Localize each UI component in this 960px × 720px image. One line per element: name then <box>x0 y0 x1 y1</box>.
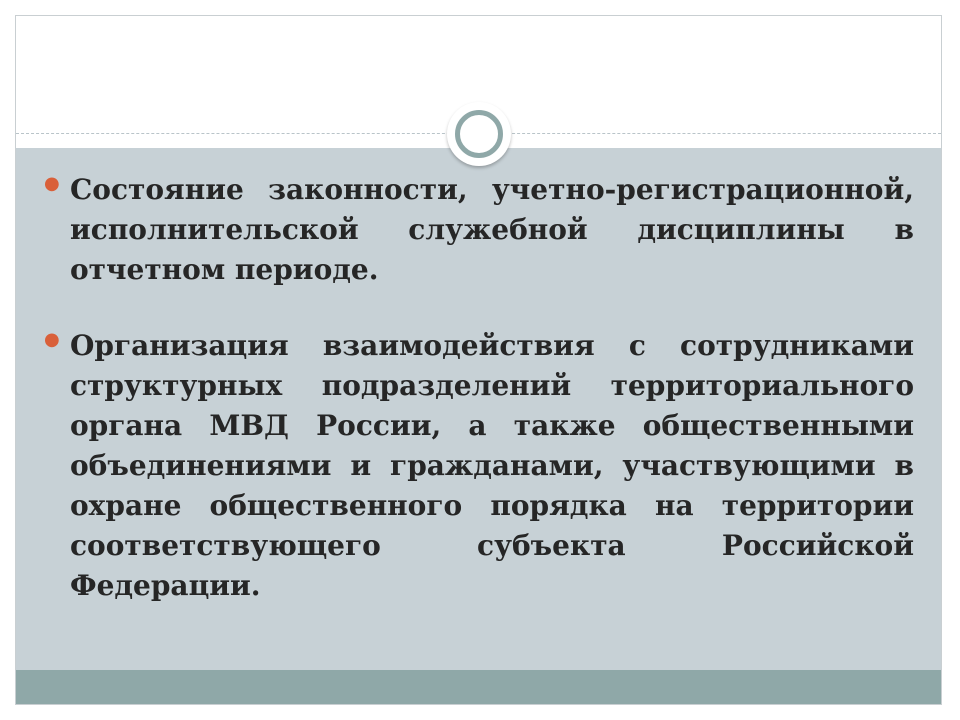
ring-ornament-icon <box>447 102 511 166</box>
bullet-text: Состояние законности, учетно-регистрационной, исполнительской служебной дисциплины в отчетном периоде. <box>70 173 914 286</box>
bullet-item <box>44 170 914 290</box>
ring-inner <box>455 110 503 158</box>
bullet-dot-icon: ● <box>44 173 60 194</box>
bullet-item <box>44 326 914 606</box>
bullet-dot-icon: ● <box>44 329 60 350</box>
bullet-text: Организация взаимодействия с сотрудниками структурных подразделений территориального органа МВД России, а также общественными объединениями и гражданами, участвующими в охране общественного порядка на территории соответствующего субъекта Российской Федерации. <box>70 329 914 602</box>
bullet-list <box>44 170 914 642</box>
